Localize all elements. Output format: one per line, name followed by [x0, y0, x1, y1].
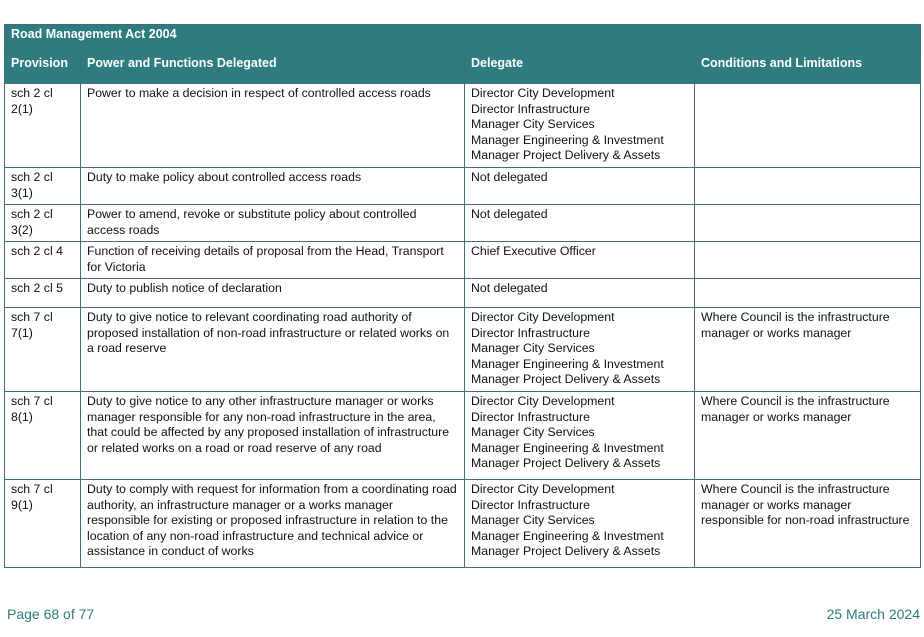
provision-cell: sch 2 cl 4: [5, 242, 81, 279]
delegate-name: Manager Engineering & Investment: [471, 356, 664, 371]
power-cell: Duty to make policy about controlled access roads: [81, 168, 465, 205]
power-cell: Function of receiving details of proposal from the Head, Transport for Victoria: [81, 242, 465, 279]
conditions-cell: [695, 279, 921, 308]
delegate-name: Manager City Services: [471, 117, 595, 131]
power-cell: Power to amend, revoke or substitute policy about controlled access roads: [81, 205, 465, 242]
delegate-name: Manager Engineering & Investment: [471, 528, 664, 543]
table-row: [5, 392, 921, 480]
delegate-cell: [465, 242, 695, 279]
provision-cell: sch 7 cl 7(1): [5, 308, 81, 392]
delegate-cell: [465, 168, 695, 205]
power-cell: Duty to give notice to relevant coordinating road authority of proposed installation of non-road infrastructure or related works on a road reserve: [81, 308, 465, 392]
delegate-name: Manager City Services: [471, 513, 595, 527]
power-cell: Duty to publish notice of declaration: [81, 279, 465, 308]
delegate-cell: [465, 279, 695, 308]
provision-cell: sch 7 cl 8(1): [5, 392, 81, 480]
provision-cell: sch 7 cl 9(1): [5, 480, 81, 568]
delegate-name: Director Infrastructure: [471, 101, 590, 116]
delegate-cell: [465, 480, 695, 568]
delegate-cell: [465, 84, 695, 168]
table-row: [5, 480, 921, 568]
document-date: 25 March 2024: [826, 606, 920, 622]
delegate-cell: [465, 392, 695, 480]
delegate-name: Not delegated: [471, 281, 548, 295]
delegate-name: Director Infrastructure: [471, 409, 590, 424]
delegate-name: Manager Project Delivery & Assets: [471, 372, 661, 386]
delegate-name: Director City Development: [471, 394, 615, 408]
column-header-provision: Provision: [5, 54, 81, 84]
delegate-name: Manager Project Delivery & Assets: [471, 148, 661, 162]
delegate-name: Manager Engineering & Investment: [471, 132, 664, 147]
table-row: [5, 84, 921, 168]
delegate-name: Manager City Services: [471, 425, 595, 439]
delegate-name: Not delegated: [471, 170, 548, 184]
conditions-cell: Where Council is the infrastructure manager or works manager: [695, 308, 921, 392]
table-row: [5, 168, 921, 205]
delegate-name: Manager Project Delivery & Assets: [471, 544, 661, 558]
table-body: [5, 84, 921, 568]
conditions-cell: [695, 84, 921, 168]
conditions-cell: [695, 205, 921, 242]
provision-cell: sch 2 cl 5: [5, 279, 81, 308]
power-cell: Power to make a decision in respect of controlled access roads: [81, 84, 465, 168]
delegate-name: Director City Development: [471, 86, 615, 100]
column-header-delegate: Delegate: [465, 54, 695, 84]
column-header-power: Power and Functions Delegated: [81, 54, 465, 84]
table-title: Road Management Act 2004: [5, 25, 921, 54]
table-row: [5, 242, 921, 279]
delegate-name: Director Infrastructure: [471, 497, 590, 512]
table-row: [5, 205, 921, 242]
page-number: Page 68 of 77: [7, 606, 95, 622]
delegate-cell: [465, 308, 695, 392]
delegate-name: Director Infrastructure: [471, 325, 590, 340]
power-cell: Duty to comply with request for information from a coordinating road authority, an infrastructure manager or a works manager responsible for existing or proposed infrastructure in relation to the location of any non-road infrastructure and technical advice or assistance in conduct of works: [81, 480, 465, 568]
table-row: [5, 308, 921, 392]
delegate-name: Manager Engineering & Investment: [471, 440, 664, 455]
delegate-name: Manager Project Delivery & Assets: [471, 456, 661, 470]
delegation-table: [4, 24, 921, 568]
provision-cell: sch 2 cl 3(1): [5, 168, 81, 205]
power-cell: Duty to give notice to any other infrastructure manager or works manager responsible for any non-road infrastructure in the area, that could be affected by any proposed installation of infrastructure or related works on a road or road reserve of any road: [81, 392, 465, 480]
table-row: [5, 279, 921, 308]
delegate-name: Director City Development: [471, 310, 615, 324]
conditions-cell: [695, 168, 921, 205]
provision-cell: sch 2 cl 2(1): [5, 84, 81, 168]
delegate-name: Manager City Services: [471, 341, 595, 355]
column-header-conditions: Conditions and Limitations: [695, 54, 921, 84]
delegate-cell: [465, 205, 695, 242]
delegate-name: Chief Executive Officer: [471, 244, 596, 258]
conditions-cell: Where Council is the infrastructure manager or works manager responsible for non-road infrastructure: [695, 480, 921, 568]
provision-cell: sch 2 cl 3(2): [5, 205, 81, 242]
delegate-name: Not delegated: [471, 207, 548, 221]
delegate-name: Director City Development: [471, 482, 615, 496]
conditions-cell: [695, 242, 921, 279]
conditions-cell: Where Council is the infrastructure manager or works manager: [695, 392, 921, 480]
